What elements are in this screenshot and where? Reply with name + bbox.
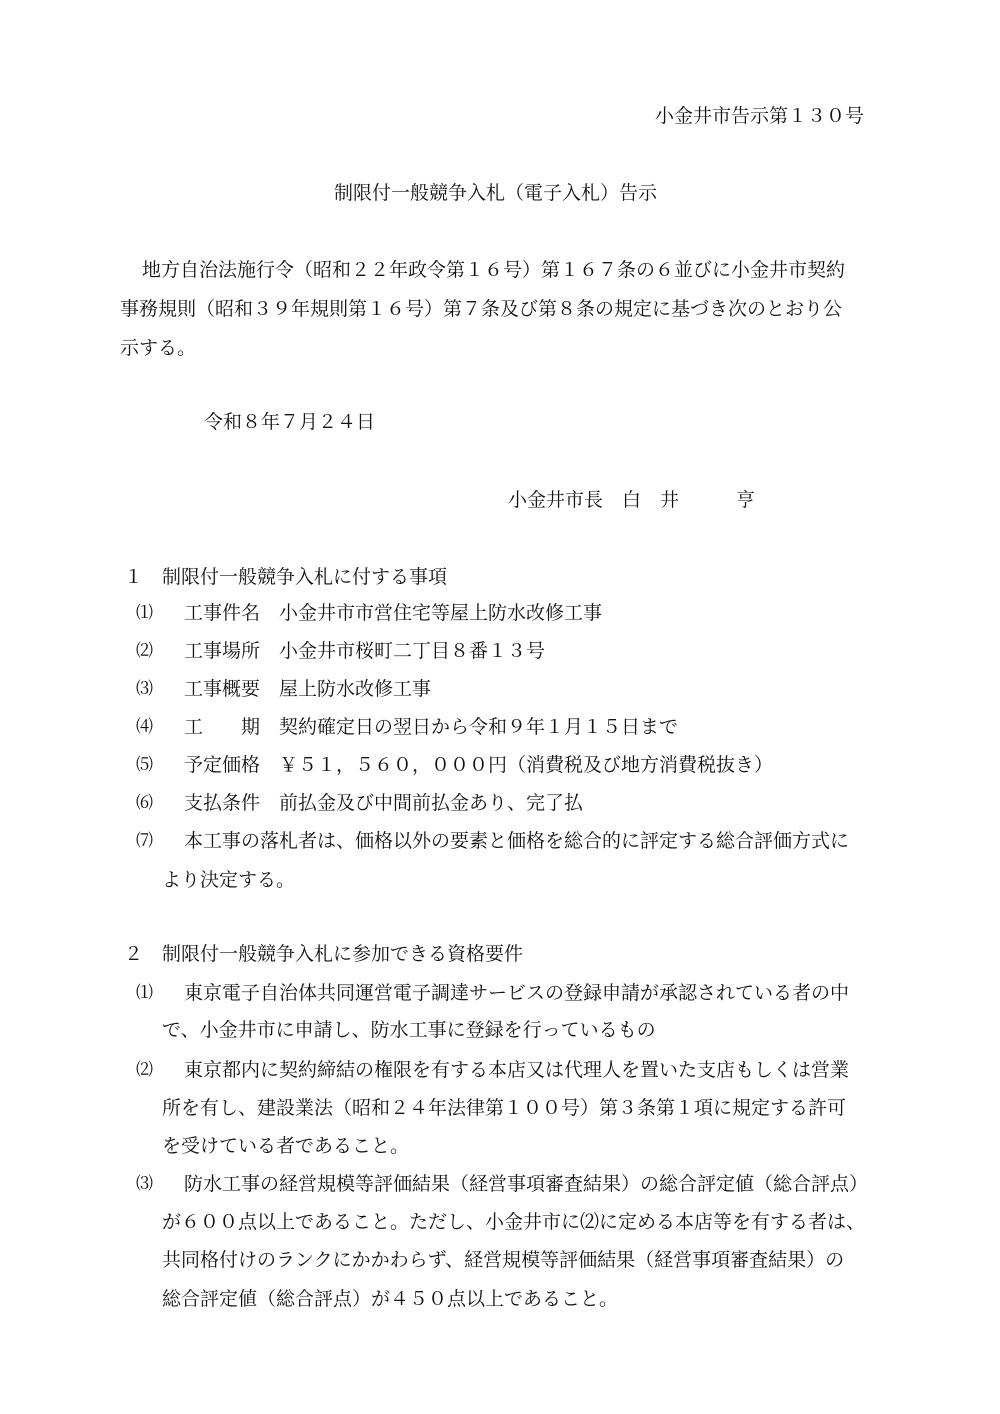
item-text: 東京都内に契約締結の権限を有する本店又は代理人を置いた支店もしくは営業	[184, 1059, 850, 1081]
item-text-continued: を受けている者であること。	[162, 1135, 410, 1157]
item-number: ⑸	[136, 755, 153, 775]
document-title: 制限付一般競争入札（電子入札）告示	[334, 182, 658, 204]
item-number: ⑶	[136, 679, 153, 699]
item-text: 本工事の落札者は、価格以外の要素と価格を総合的に評定する総合評価方式に	[184, 830, 850, 852]
item-number: ⑶	[136, 1174, 153, 1194]
intro-line-3: 示する。	[120, 337, 197, 359]
section-title: 制限付一般競争入札に参加できる資格要件	[162, 943, 524, 965]
item-number: ⑺	[136, 831, 153, 851]
section-number: ２	[124, 943, 144, 965]
item-text-continued: 所を有し、建設業法（昭和２４年法律第１００号）第３条第１項に規定する許可	[162, 1097, 847, 1119]
item-text-continued: より決定する。	[162, 869, 296, 891]
issue-date: 令和８年７月２４日	[204, 411, 376, 433]
item-text: 工事場所 小金井市桜町二丁目８番１３号	[184, 640, 546, 662]
item-number: ⑵	[136, 641, 153, 661]
item-text-continued: で、小金井市に申請し、防水工事に登録を行っているもの	[162, 1019, 656, 1041]
item-text: 防水工事の経営規模等評価結果（経営事項審査結果）の総合評定値（総合評点）	[184, 1173, 869, 1195]
item-text: 支払条件 前払金及び中間前払金あり、完了払	[184, 792, 584, 814]
section-number: １	[124, 566, 144, 588]
intro-line-1: 地方自治法施行令（昭和２２年政令第１６号）第１６７条の６並びに小金井市契約	[142, 259, 846, 281]
item-text: 予定価格 ￥５１，５６０，０００円（消費税及び地方消費税抜き）	[184, 754, 774, 776]
item-text: 工 期 契約確定日の翌日から令和９年１月１５日まで	[184, 716, 679, 738]
item-text: 工事概要 屋上防水改修工事	[184, 678, 432, 700]
item-number: ⑴	[136, 603, 153, 623]
item-text-continued: が６００点以上であること。ただし、小金井市に⑵に定める本店等を有する者は、	[162, 1211, 866, 1233]
notice-number: 小金井市告示第１３０号	[655, 105, 865, 127]
item-number: ⑷	[136, 717, 153, 737]
item-number: ⑵	[136, 1060, 153, 1080]
item-text: 東京電子自治体共同運営電子調達サービスの登録申請が承認されている者の中	[184, 982, 850, 1004]
item-number: ⑹	[136, 793, 153, 813]
mayor-signature: 小金井市長 白 井 亨	[508, 489, 756, 511]
item-text-continued: 総合評定値（総合評点）が４５０点以上であること。	[162, 1288, 619, 1310]
item-number: ⑴	[136, 983, 153, 1003]
intro-line-2: 事務規則（昭和３９年規則第１６号）第７条及び第８条の規定に基づき次のとおり公	[120, 298, 843, 320]
item-text: 工事件名 小金井市市営住宅等屋上防水改修工事	[184, 602, 603, 624]
section-title: 制限付一般競争入札に付する事項	[162, 566, 448, 588]
item-text-continued: 共同格付けのランクにかかわらず、経営規模等評価結果（経営事項審査結果）の	[162, 1249, 845, 1271]
